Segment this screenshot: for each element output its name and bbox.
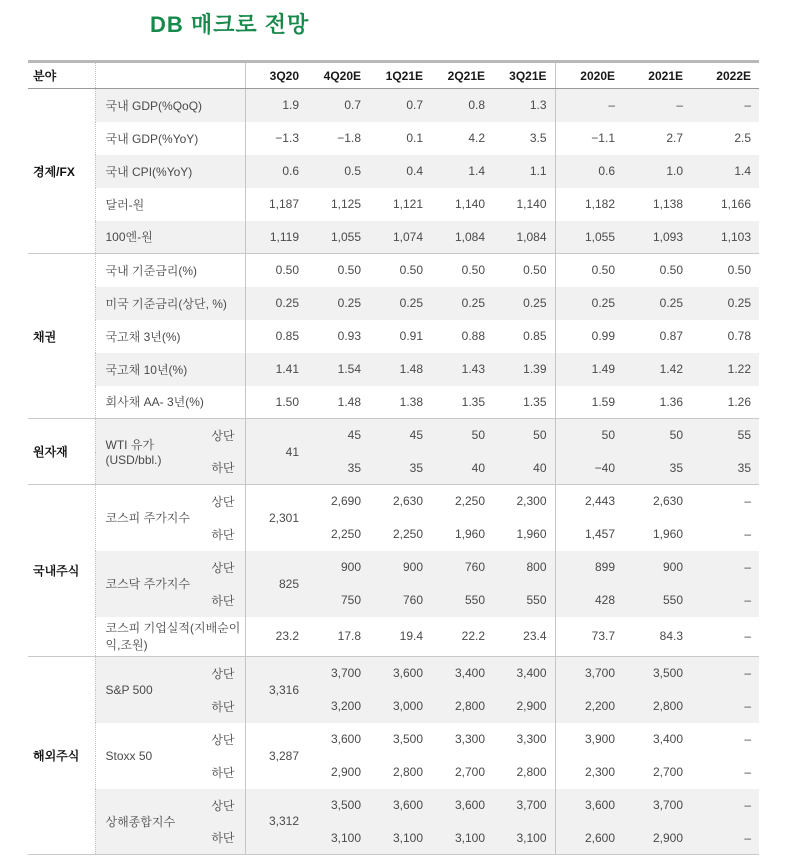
cell: 760 <box>431 551 493 584</box>
cell: 2,800 <box>623 690 691 723</box>
cell: 2,700 <box>454 765 485 779</box>
cell: – <box>744 527 751 541</box>
cell: 900 <box>623 551 691 584</box>
table-row <box>28 188 759 221</box>
cell: – <box>691 89 759 122</box>
band-upper-label: 상단 <box>201 723 245 756</box>
cell: 0.50 <box>399 263 423 278</box>
section-domestic-equity <box>28 485 759 657</box>
cell: 45 <box>307 419 369 452</box>
cell: 2,630 <box>392 494 423 509</box>
cell: 35 <box>307 452 369 485</box>
cell: 1.48 <box>369 353 431 386</box>
cell: 0.5 <box>307 155 369 188</box>
cell: 0.85 <box>275 329 299 343</box>
cell: 1,166 <box>720 197 751 211</box>
cell: 3,700 <box>307 657 369 690</box>
cell: 84.3 <box>659 629 683 644</box>
cell: 428 <box>555 584 623 617</box>
cell: 3,700 <box>493 789 555 822</box>
section-label: 해외주식 <box>28 657 95 855</box>
cell: 550 <box>431 584 493 617</box>
row-label: 100엔-원 <box>95 221 245 254</box>
cell: 1,074 <box>369 221 431 254</box>
cell: 2,630 <box>652 494 683 509</box>
cell: 1.50 <box>275 394 299 409</box>
band-lower-label: 하단 <box>201 756 245 789</box>
row-label: 코스피 기업실적(지배순이익,조원) <box>95 617 245 657</box>
cell: 22.2 <box>461 629 485 644</box>
cell: 1.41 <box>245 353 307 386</box>
cell: 1.49 <box>555 353 623 386</box>
section-label: 국내주식 <box>28 485 95 657</box>
row-label: 달러-원 <box>95 188 245 221</box>
row-label: 국내 기준금리(%) <box>95 254 245 287</box>
cell: 2,250 <box>330 527 361 541</box>
cell: 40 <box>493 452 555 485</box>
cell: 0.25 <box>245 287 307 320</box>
col-header: 3Q21E <box>493 62 555 89</box>
cell: 0.7 <box>307 89 369 122</box>
cell: 3,100 <box>369 822 431 855</box>
cell: 1,084 <box>431 221 493 254</box>
cell: 3,100 <box>431 822 493 855</box>
cell: 1,103 <box>691 221 759 254</box>
cell: 1.4 <box>431 155 493 188</box>
cell: 1.59 <box>591 394 615 409</box>
cell: 3.5 <box>493 122 555 155</box>
cell: 1,182 <box>584 197 615 211</box>
cell: 2,800 <box>392 765 423 779</box>
table-row <box>28 657 759 690</box>
band-upper-label: 상단 <box>201 419 245 452</box>
section-label: 원자재 <box>28 419 95 485</box>
cell: 2,700 <box>652 765 683 779</box>
cell: – <box>744 732 751 746</box>
row-label: S&P 500 <box>95 657 201 723</box>
band-lower-label: 하단 <box>201 518 245 551</box>
table-row <box>28 155 759 188</box>
cell: – <box>691 789 759 822</box>
row-label: 국내 GDP(%YoY) <box>95 122 245 155</box>
cell: 2,900 <box>623 822 691 855</box>
table-row <box>28 122 759 155</box>
cell: 0.99 <box>591 329 615 343</box>
cell: 1,084 <box>493 221 555 254</box>
table-row <box>28 419 759 452</box>
table-row <box>28 353 759 386</box>
cell: 3,300 <box>493 723 555 756</box>
col-header: 1Q21E <box>369 62 431 89</box>
cell: 3,900 <box>584 732 615 746</box>
cell: 0.91 <box>399 329 423 343</box>
cell: 2,900 <box>330 765 361 779</box>
cell: 550 <box>623 584 691 617</box>
col-header-blank <box>95 62 245 89</box>
table-row <box>28 551 759 584</box>
row-label: 코스피 주가지수 <box>105 511 190 526</box>
cell: 2,443 <box>584 494 615 509</box>
cell: 35 <box>369 452 431 485</box>
band-lower-label: 하단 <box>201 822 245 855</box>
col-header: 4Q20E <box>307 62 369 89</box>
cell: – <box>691 822 759 855</box>
cell: 1.42 <box>623 353 691 386</box>
cell: 550 <box>493 584 555 617</box>
cell: 750 <box>307 584 369 617</box>
band-lower-label: 하단 <box>201 452 245 485</box>
table-row <box>28 221 759 254</box>
cell: 4.2 <box>468 131 485 145</box>
cell: 1.54 <box>307 353 369 386</box>
table-row <box>28 320 759 353</box>
band-upper-label: 상단 <box>201 789 245 822</box>
cell: 0.4 <box>369 155 431 188</box>
page-title: DB 매크로 전망 <box>150 12 310 37</box>
cell: 73.7 <box>591 629 615 644</box>
cell: 2,250 <box>454 494 485 509</box>
band-lower-label: 하단 <box>201 584 245 617</box>
cell: 3,700 <box>555 657 623 690</box>
cell: 0.25 <box>369 287 431 320</box>
table-row <box>28 89 759 122</box>
cell: 3,500 <box>392 732 423 746</box>
cell: 2.5 <box>734 131 751 145</box>
cell: 1.4 <box>691 155 759 188</box>
cell: 19.4 <box>399 629 423 644</box>
cell: 1.9 <box>245 89 307 122</box>
cell: 0.1 <box>406 131 423 145</box>
col-header: 2021E <box>623 62 691 89</box>
row-label: 국내 GDP(%QoQ) <box>95 89 245 122</box>
cell: – <box>555 89 623 122</box>
cell: 1,055 <box>307 221 369 254</box>
cell: 0.50 <box>591 263 615 278</box>
cell: 900 <box>307 551 369 584</box>
cell: 0.50 <box>659 263 683 278</box>
cell: 0.8 <box>431 89 493 122</box>
cell: 50 <box>493 419 555 452</box>
cell: 50 <box>555 419 623 452</box>
cell: 1.1 <box>493 155 555 188</box>
cell: 0.93 <box>337 329 361 343</box>
cell: 35 <box>691 452 759 485</box>
cell: 1,960 <box>493 518 555 551</box>
cell: 2,800 <box>431 690 493 723</box>
row-label: 국고채 3년(%) <box>95 320 245 353</box>
cell: 2,900 <box>493 690 555 723</box>
row-label: 상해종합지수 <box>95 789 201 855</box>
section-bonds <box>28 254 759 419</box>
cell: 1,140 <box>493 188 555 221</box>
cell: −1.1 <box>591 131 615 145</box>
cell: 3,316 <box>245 657 307 723</box>
cell: 2,600 <box>555 822 623 855</box>
cell: 1,187 <box>268 197 299 211</box>
cell: 55 <box>691 419 759 452</box>
col-header: 2022E <box>691 62 759 89</box>
cell: 3,500 <box>623 657 691 690</box>
cell: 0.7 <box>369 89 431 122</box>
cell: 2,800 <box>493 756 555 789</box>
cell: 1,125 <box>330 197 361 211</box>
cell: – <box>744 494 751 509</box>
cell: 825 <box>245 551 307 617</box>
cell: 0.87 <box>659 329 683 343</box>
cell: 1,457 <box>584 527 615 541</box>
cell: 0.88 <box>461 329 485 343</box>
cell: 23.2 <box>275 629 299 644</box>
section-label: 경제/FX <box>28 89 95 254</box>
cell: 1.26 <box>727 394 751 409</box>
cell: 760 <box>369 584 431 617</box>
cell: 1.39 <box>493 353 555 386</box>
cell: 3,600 <box>369 789 431 822</box>
col-header: 3Q20 <box>245 62 307 89</box>
cell: 3,500 <box>307 789 369 822</box>
cell: 3,600 <box>555 789 623 822</box>
cell: – <box>691 657 759 690</box>
cell: 0.25 <box>431 287 493 320</box>
cell: 2,690 <box>330 494 361 509</box>
cell: 1.35 <box>461 394 485 409</box>
cell: 1.3 <box>493 89 555 122</box>
cell: 2,300 <box>493 485 555 518</box>
cell: 0.85 <box>493 320 555 353</box>
table-row <box>28 617 759 657</box>
cell: 3,100 <box>307 822 369 855</box>
cell: 50 <box>623 419 691 452</box>
cell: 1,960 <box>652 527 683 541</box>
cell: −40 <box>555 452 623 485</box>
cell: 0.50 <box>461 263 485 278</box>
table-row <box>28 254 759 287</box>
cell: 3,600 <box>431 789 493 822</box>
cell: 0.6 <box>245 155 307 188</box>
cell: 3,000 <box>369 690 431 723</box>
row-label: 국고채 10년(%) <box>95 353 245 386</box>
cell: 3,200 <box>307 690 369 723</box>
cell: 2.7 <box>666 131 683 145</box>
row-label: 국내 CPI(%YoY) <box>95 155 245 188</box>
cell: −1.8 <box>337 131 361 145</box>
cell: 1,121 <box>392 197 423 211</box>
cell: 41 <box>245 419 307 485</box>
cell: 0.6 <box>555 155 623 188</box>
section-commodities <box>28 419 759 485</box>
cell: 1,138 <box>652 197 683 211</box>
cell: 3,700 <box>623 789 691 822</box>
band-upper-label: 상단 <box>201 657 245 690</box>
band-upper-label: 상단 <box>201 485 245 518</box>
cell: 3,300 <box>454 732 485 746</box>
cell: 899 <box>555 551 623 584</box>
cell: 3,400 <box>493 657 555 690</box>
section-label: 채권 <box>28 254 95 419</box>
cell: 35 <box>623 452 691 485</box>
cell: – <box>623 89 691 122</box>
cell: 3,400 <box>652 732 683 746</box>
cell: 1.43 <box>431 353 493 386</box>
col-header-category: 분야 <box>28 62 95 89</box>
cell: – <box>691 551 759 584</box>
section-overseas-equity <box>28 657 759 855</box>
table-row <box>28 723 759 756</box>
cell: 1,960 <box>454 527 485 541</box>
cell: – <box>691 584 759 617</box>
table-row <box>28 287 759 320</box>
row-label: Stoxx 50 <box>105 748 153 763</box>
cell: 1.22 <box>691 353 759 386</box>
table-row <box>28 485 759 518</box>
macro-forecast-table <box>28 60 759 855</box>
cell: 1,055 <box>555 221 623 254</box>
cell: 0.50 <box>493 254 555 287</box>
table-row <box>28 386 759 419</box>
cell: 0.25 <box>493 287 555 320</box>
cell: 0.50 <box>337 263 361 278</box>
row-label: WTI 유가(USD/bbl.) <box>95 419 201 485</box>
cell: 3,600 <box>369 657 431 690</box>
cell: 1.48 <box>337 394 361 409</box>
cell: 3,600 <box>330 732 361 746</box>
cell: 900 <box>369 551 431 584</box>
band-lower-label: 하단 <box>201 690 245 723</box>
cell: 2,250 <box>392 527 423 541</box>
col-header: 2Q21E <box>431 62 493 89</box>
cell: – <box>744 629 751 644</box>
cell: −1.3 <box>275 131 299 145</box>
cell: 3,100 <box>493 822 555 855</box>
cell: 50 <box>431 419 493 452</box>
cell: 0.50 <box>727 263 751 278</box>
cell: 0.25 <box>623 287 691 320</box>
row-label: 코스닥 주가지수 <box>95 551 201 617</box>
cell: 1.36 <box>659 394 683 409</box>
cell: 800 <box>493 551 555 584</box>
section-economy-fx <box>28 89 759 254</box>
cell: 1.38 <box>399 394 423 409</box>
cell: 0.25 <box>691 287 759 320</box>
row-label: 회사채 AA- 3년(%) <box>95 386 245 419</box>
cell: 2,301 <box>268 510 299 525</box>
cell: – <box>691 690 759 723</box>
col-header: 2020E <box>555 62 623 89</box>
cell: 45 <box>369 419 431 452</box>
cell: – <box>744 765 751 779</box>
cell: 40 <box>431 452 493 485</box>
row-label: 미국 기준금리(상단, %) <box>95 287 245 320</box>
cell: 1,093 <box>623 221 691 254</box>
cell: 0.25 <box>307 287 369 320</box>
cell: 0.78 <box>727 329 751 343</box>
table-row <box>28 789 759 822</box>
cell: 1.35 <box>493 386 555 419</box>
cell: 1,119 <box>245 221 307 254</box>
cell: 2,300 <box>584 765 615 779</box>
cell: 3,312 <box>245 789 307 855</box>
band-upper-label: 상단 <box>201 551 245 584</box>
cell: 1,140 <box>454 197 485 211</box>
cell: 0.50 <box>275 263 299 278</box>
cell: 0.25 <box>555 287 623 320</box>
cell: 3,400 <box>431 657 493 690</box>
cell: 2,200 <box>555 690 623 723</box>
cell: 3,287 <box>268 748 299 763</box>
cell: 17.8 <box>337 629 361 644</box>
header-row <box>28 62 759 89</box>
cell: 23.4 <box>493 617 555 657</box>
cell: 1.0 <box>623 155 691 188</box>
